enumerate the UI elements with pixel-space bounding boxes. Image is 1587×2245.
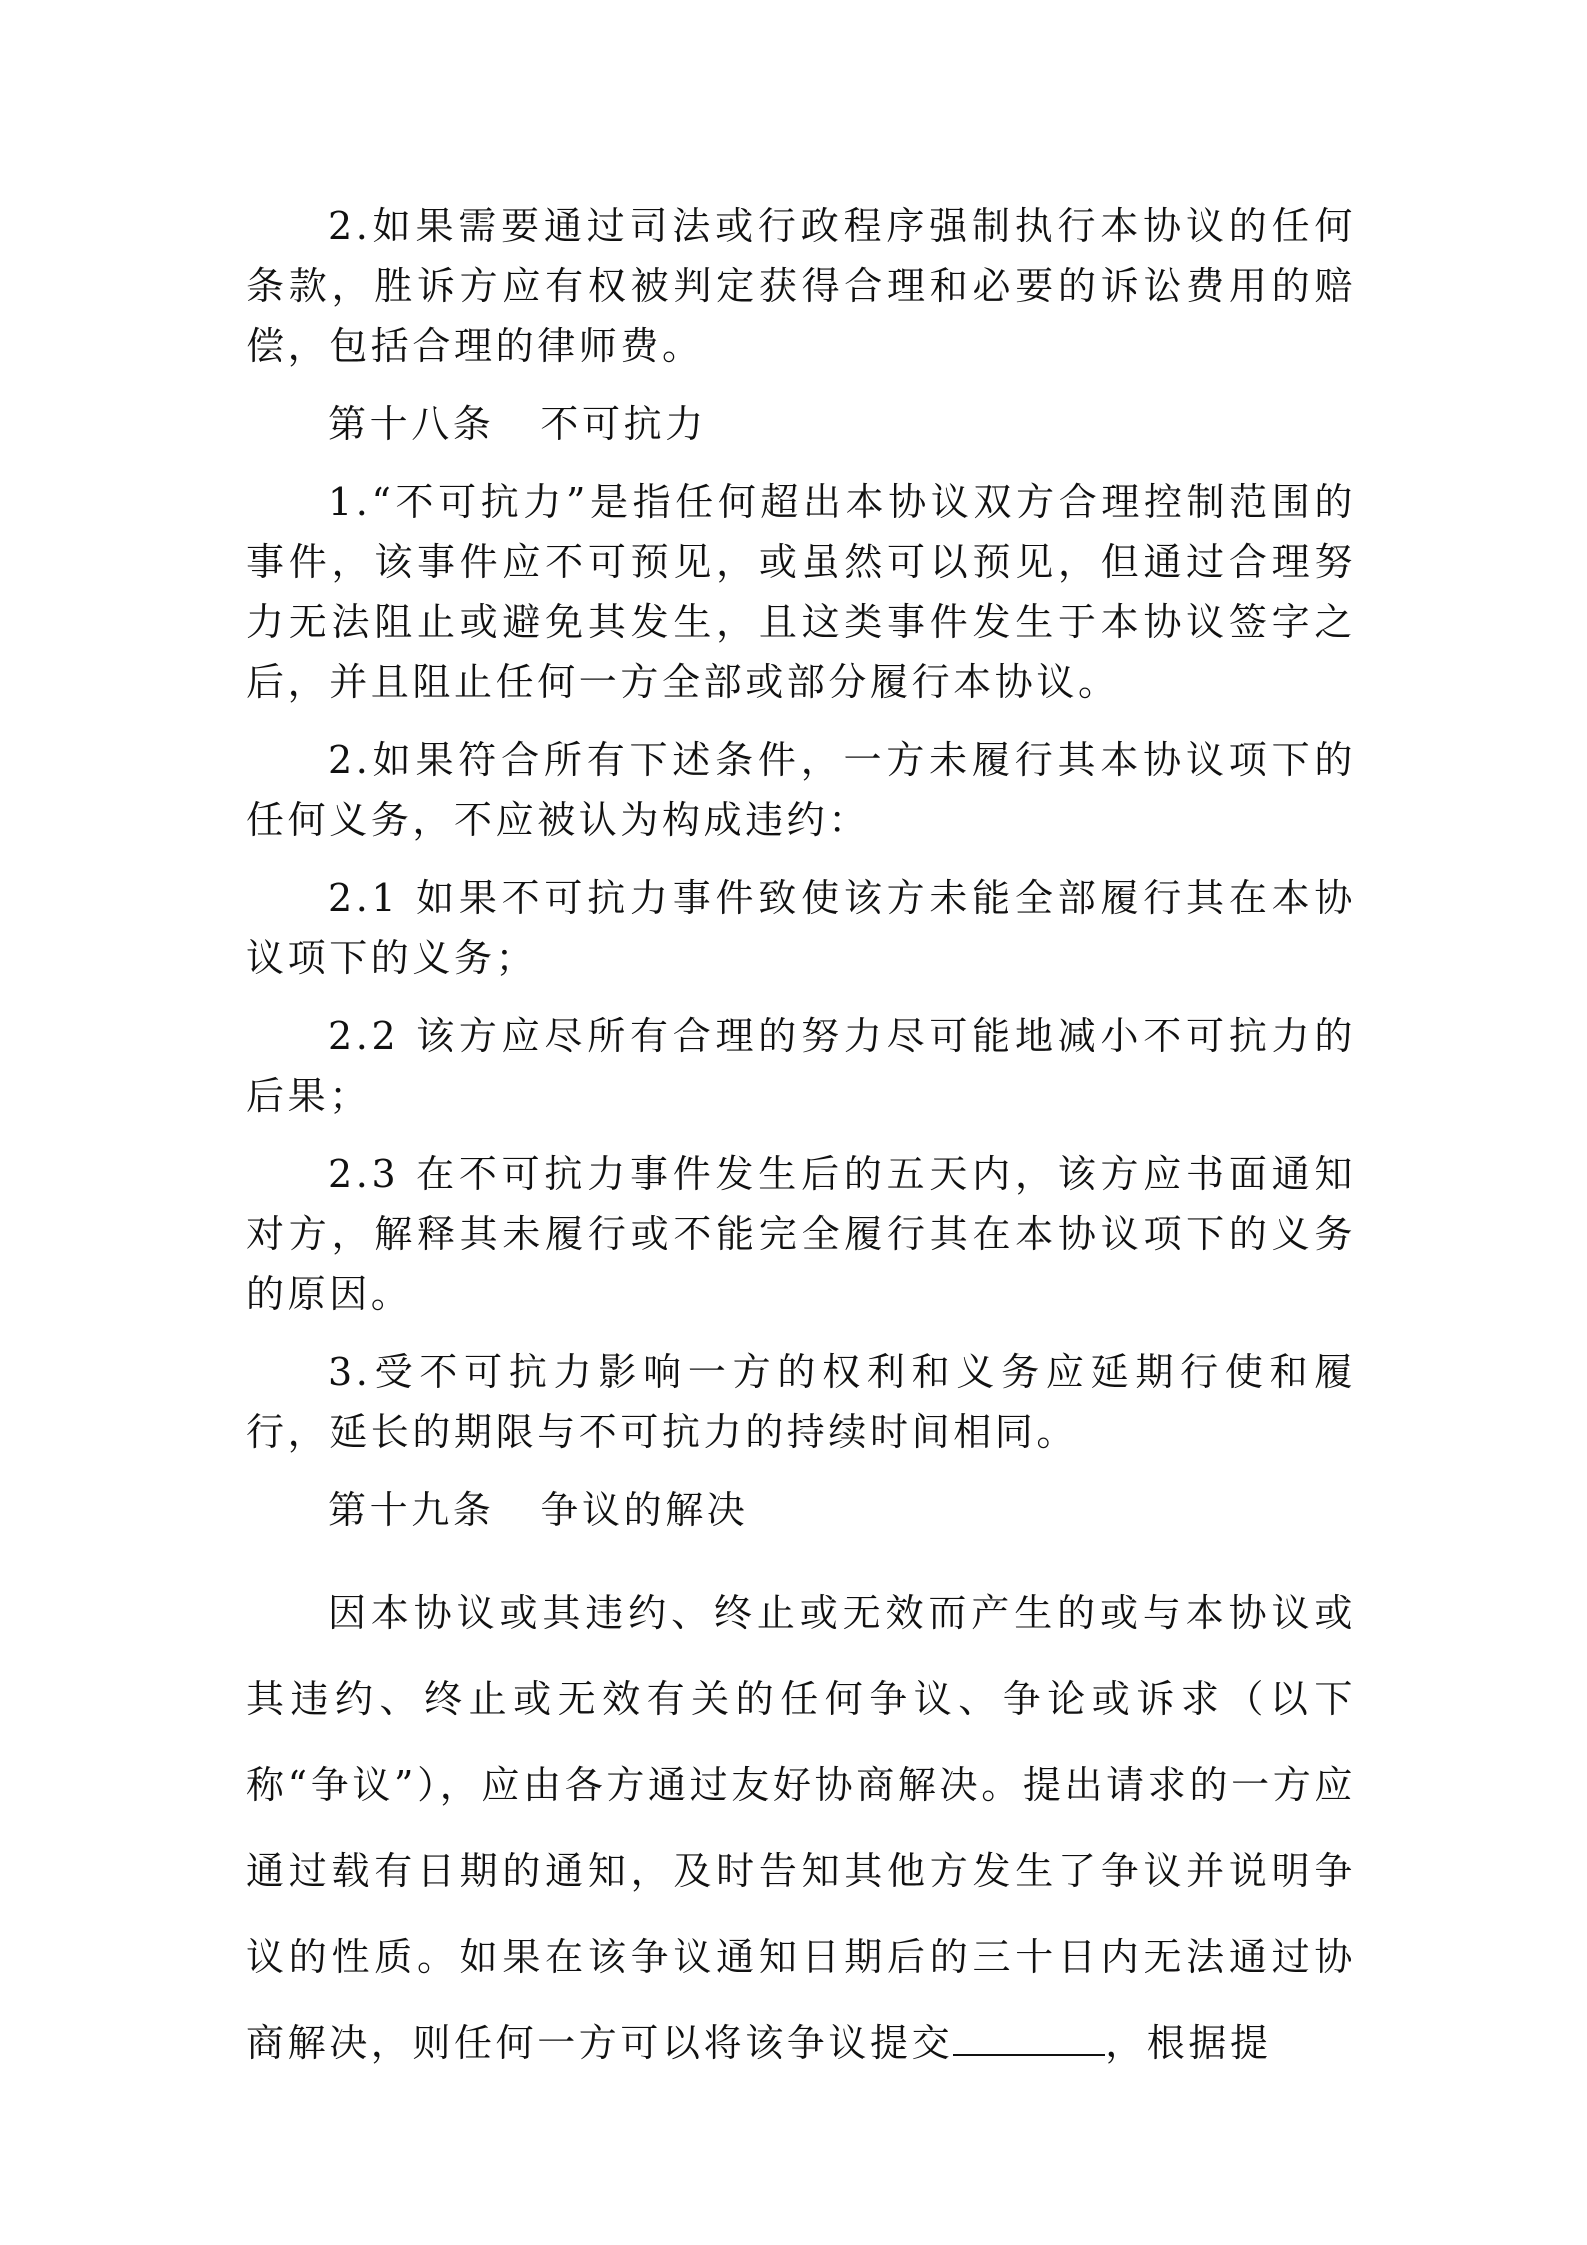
article-18-title: 不可抗力 [540,402,707,446]
article-19-number: 第十九条 [328,1488,495,1532]
paragraph-condition-2-3: 2.3 在不可抗力事件发生后的五天内，该方应书面通知对方，解释其未履行或不能完全履行其在本协议项下的义务的原因。 [246,1152,1356,1316]
article-19-title: 争议的解决 [540,1488,749,1532]
paragraph-force-majeure-extension: 3.受不可抗力影响一方的权利和义务应延期行使和履行，延长的期限与不可抗力的持续时间相同。 [246,1350,1356,1454]
document-body [246,196,1356,2086]
dispute-text-after-blank: ，根据提 [1105,2021,1272,2065]
paragraph-litigation-costs: 2.如果需要通过司法或行政程序强制执行本协议的任何条款，胜诉方应有权被判定获得合理和必要的诉讼费用的赔偿，包括合理的律师费。 [246,204,1356,368]
dispute-text-before-blank: 因本协议或其违约、终止或无效而产生的或与本协议或其违约、终止或无效有关的任何争议、争论或诉求（以下称“争议”），应由各方通过友好协商解决。提出请求的一方应通过载有日期的通知，及时告知其他方发生了争议并说明争议的性质。如果在该争议通知日期后的三十日内无法通过协商解决，则任何一方可以将该争议提交 [246,1591,1356,2065]
paragraph-force-majeure-definition: 1.“不可抗力”是指任何超出本协议双方合理控制范围的事件，该事件应不可预见，或虽然可以预见，但通过合理努力无法阻止或避免其发生，且这类事件发生于本协议签字之后，并且阻止任何一方全部或部分履行本协议。 [246,480,1356,704]
paragraph-force-majeure-conditions: 2.如果符合所有下述条件，一方未履行其本协议项下的任何义务，不应被认为构成违约： [246,738,1356,842]
article-18-number: 第十八条 [328,402,495,446]
paragraph-condition-2-2: 2.2 该方应尽所有合理的努力尽可能地减小不可抗力的后果； [246,1014,1356,1118]
paragraph-condition-2-1: 2.1 如果不可抗力事件致使该方未能全部履行其在本协议项下的义务； [246,876,1356,980]
article-18-heading [246,394,1356,454]
article-19-heading [246,1480,1356,1540]
arbitration-body-blank-field [953,2024,1105,2056]
paragraph-dispute-resolution [246,1570,1356,2086]
